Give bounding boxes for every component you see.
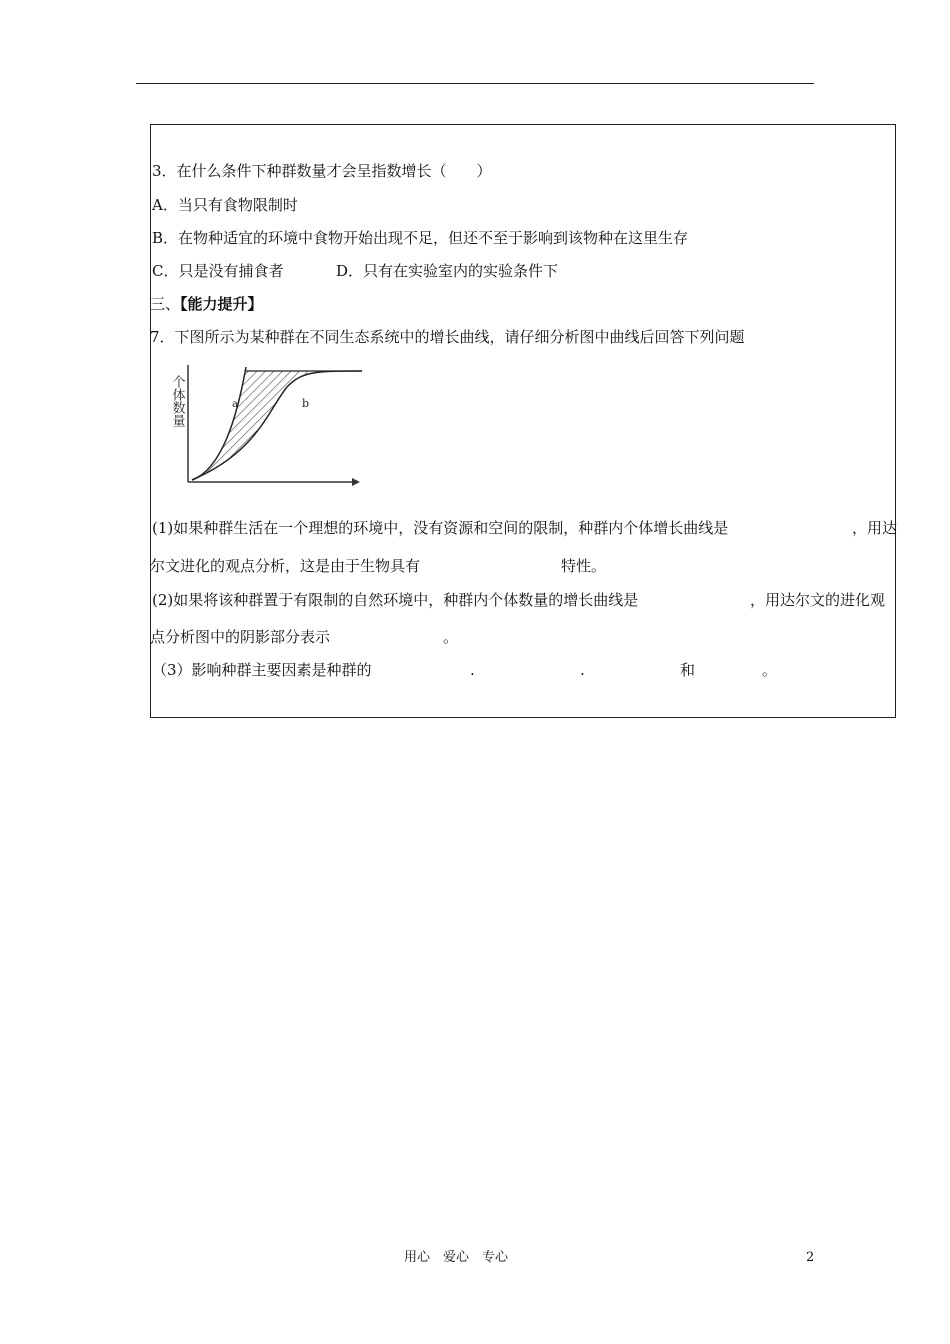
q3-option-a: A．当只有食物限制时 <box>152 196 298 214</box>
page-number: 2 <box>806 1250 815 1265</box>
q7-part1-text-a: (1)如果种群生活在一个理想的环境中，没有资源和空间的限制，种群内个体增长曲线是 <box>152 519 729 537</box>
q3-option-b: B．在物种适宜的环境中食物开始出现不足，但还不至于影响到该物种在这里生存 <box>152 229 689 247</box>
q7-part3-dot1: . <box>470 661 475 679</box>
q7-part1-text-b: ，用达 <box>852 519 898 537</box>
curve-b-label: b <box>302 397 310 410</box>
q7-part2-text-a: (2)如果将该种群置于有限制的自然环境中，种群内个体数量的增长曲线是 <box>152 591 639 609</box>
footer-motto: 用心 爱心 专心 <box>404 1250 509 1265</box>
q7-part1-line1 <box>152 519 728 537</box>
q7-part3-text: （3）影响种群主要因素是种群的 <box>152 661 372 679</box>
q7-part3-dot2: . <box>580 661 585 679</box>
q7-part2-text-b: ，用达尔文的进化观 <box>750 591 886 609</box>
x-axis-arrow <box>352 478 360 486</box>
curve-a-label: a <box>232 399 238 410</box>
growth-curve-figure <box>152 357 366 492</box>
section-prefix: 三、 <box>150 295 181 313</box>
q7-part2-text-c: 点分析图中的阴影部分表示 <box>150 628 331 646</box>
q7-part3-end: 。 <box>762 661 778 679</box>
q7-part1-text-c: 尔文进化的观点分析，这是由于生物具有 <box>150 557 421 575</box>
section-title: 【能力提升】 <box>180 295 263 313</box>
q3-option-c: C．只是没有捕食者 <box>152 262 284 280</box>
header-rule <box>136 83 814 84</box>
q7-part1-text-d: 特性。 <box>561 557 607 575</box>
y-axis-label: 个体数量 <box>169 375 185 427</box>
q7-part2-text-d: 。 <box>443 628 459 646</box>
q7-stem: 7．下图所示为某种群在不同生态系统中的增长曲线，请仔细分析图中曲线后回答下列问题 <box>150 328 745 346</box>
q3-stem: 3．在什么条件下种群数量才会呈指数增长（ ） <box>152 162 492 180</box>
q3-option-d: D．只有在实验室内的实验条件下 <box>336 262 559 280</box>
q7-part3-and: 和 <box>680 661 696 679</box>
section-heading <box>150 295 263 313</box>
